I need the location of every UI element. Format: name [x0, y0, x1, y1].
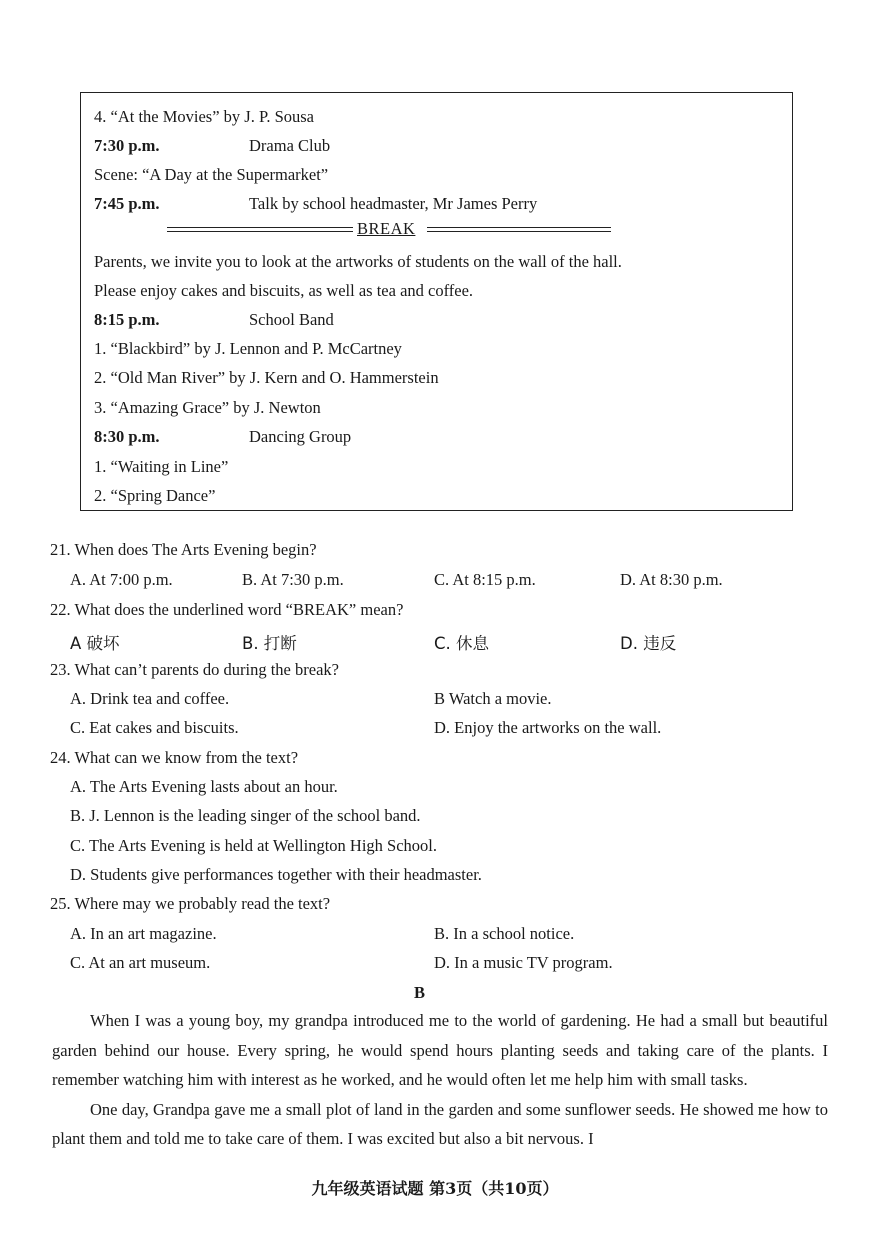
- break-rule-left: [167, 227, 353, 232]
- option-24-c[interactable]: C. The Arts Evening is held at Wellington High School.: [70, 836, 437, 855]
- page-footer: 九年级英语试题 第3页（共10页）: [311, 1179, 559, 1198]
- parents-line: Parents, we invite you to look at the artworks of students on the wall of the hall.: [94, 252, 622, 271]
- section-b-passage: [52, 1006, 828, 1154]
- option-22-d[interactable]: D. 违反: [620, 634, 677, 653]
- option-23-b[interactable]: B Watch a movie.: [434, 689, 552, 708]
- break-rule-right: [427, 227, 611, 232]
- option-23-c[interactable]: C. Eat cakes and biscuits.: [70, 718, 239, 737]
- band-time: 8:15 p.m.: [94, 310, 160, 329]
- dance-time: 8:30 p.m.: [94, 427, 160, 446]
- drama-row: [94, 136, 330, 156]
- option-25-c[interactable]: C. At an art museum.: [70, 953, 211, 972]
- break-divider: [81, 217, 792, 243]
- option-22-a[interactable]: A 破坏: [70, 634, 120, 653]
- band-item: 3. “Amazing Grace” by J. Newton: [94, 398, 321, 417]
- option-21-b[interactable]: B. At 7:30 p.m.: [242, 570, 344, 589]
- option-25-a[interactable]: A. In an art magazine.: [70, 924, 217, 943]
- option-21-d[interactable]: D. At 8:30 p.m.: [620, 570, 723, 589]
- band-item: 2. “Old Man River” by J. Kern and O. Hammerstein: [94, 368, 439, 387]
- talk-time: 7:45 p.m.: [94, 194, 160, 213]
- programme-box: [80, 92, 793, 511]
- option-25-d[interactable]: D. In a music TV program.: [434, 953, 613, 972]
- option-21-c[interactable]: C. At 8:15 p.m.: [434, 570, 536, 589]
- question-24: 24. What can we know from the text?: [50, 748, 299, 767]
- enjoy-line: Please enjoy cakes and biscuits, as well as tea and coffee.: [94, 281, 474, 300]
- option-21-a[interactable]: A. At 7:00 p.m.: [70, 570, 173, 589]
- question-25: 25. Where may we probably read the text?: [50, 894, 331, 913]
- band-name: School Band: [249, 310, 334, 329]
- band-row: [94, 310, 334, 330]
- drama-time: 7:30 p.m.: [94, 136, 160, 155]
- option-23-d[interactable]: D. Enjoy the artworks on the wall.: [434, 718, 662, 737]
- option-23-a[interactable]: A. Drink tea and coffee.: [70, 689, 230, 708]
- question-22: 22. What does the underlined word “BREAK” mean?: [50, 600, 404, 619]
- band-item: 1. “Blackbird” by J. Lennon and P. McCartney: [94, 339, 402, 358]
- option-24-d[interactable]: D. Students give performances together with their headmaster.: [70, 865, 482, 884]
- talk-name: Talk by school headmaster, Mr James Perry: [249, 194, 538, 213]
- dance-row: [94, 427, 351, 447]
- question-21: 21. When does The Arts Evening begin?: [50, 540, 317, 559]
- option-22-c[interactable]: C. 休息: [434, 634, 490, 653]
- section-b-label: B: [414, 983, 426, 1002]
- scene-line: Scene: “A Day at the Supermarket”: [94, 165, 329, 184]
- option-24-b[interactable]: B. J. Lennon is the leading singer of the school band.: [70, 806, 421, 825]
- passage-paragraph: One day, Grandpa gave me a small plot of land in the garden and some sunflower seeds. He showed me how to plant them and told me to take care of them. I was excited but also a bit nervous. I: [52, 1099, 828, 1148]
- question-23: 23. What can’t parents do during the break?: [50, 660, 339, 679]
- programme-item-4: 4. “At the Movies” by J. P. Sousa: [94, 107, 314, 126]
- break-word: BREAK: [357, 219, 416, 238]
- dance-item: 1. “Waiting in Line”: [94, 457, 229, 476]
- passage-paragraph: When I was a young boy, my grandpa introduced me to the world of gardening. He had a small but beautiful garden behind our house. Every spring, he would spend hours planting seeds and taking care of the plants. I remember watching him with interest as he worked, and he would often let me help him with small tasks.: [52, 1011, 828, 1089]
- option-25-b[interactable]: B. In a school notice.: [434, 924, 575, 943]
- option-22-b[interactable]: B. 打断: [242, 634, 297, 653]
- dance-name: Dancing Group: [249, 427, 352, 446]
- dance-item: 2. “Spring Dance”: [94, 486, 216, 505]
- drama-name: Drama Club: [249, 136, 331, 155]
- talk-row: [94, 194, 537, 214]
- option-24-a[interactable]: A. The Arts Evening lasts about an hour.: [70, 777, 338, 796]
